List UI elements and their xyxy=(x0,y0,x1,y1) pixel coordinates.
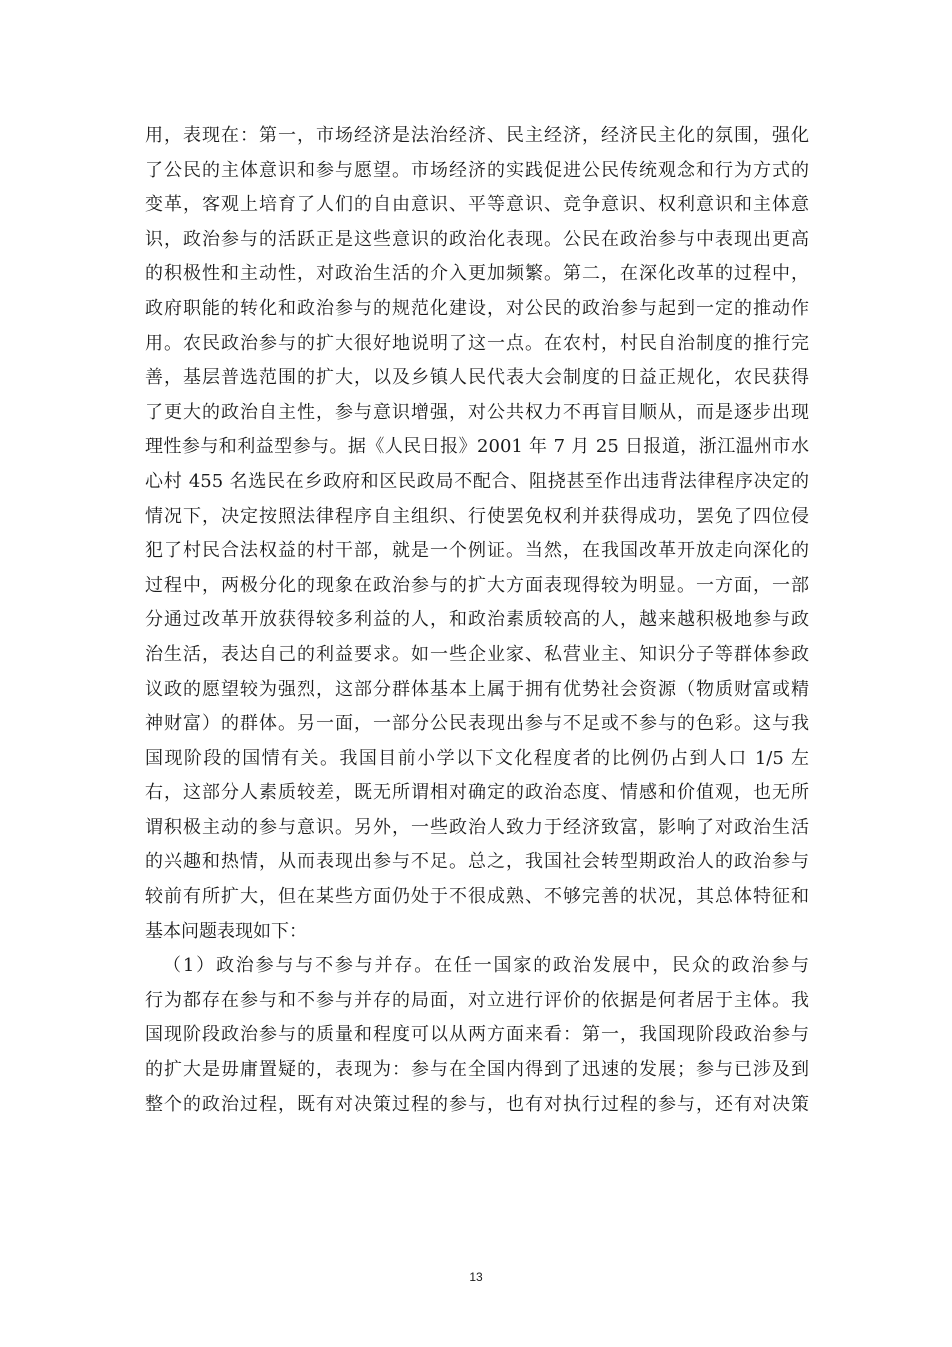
page-number: 13 xyxy=(469,1270,483,1284)
text-line: 用，表现在：第一，市场经济是法治经济、民主经济，经济民主化的氛围，强化 xyxy=(145,125,809,146)
text-line: 的扩大是毋庸置疑的，表现为：参与在全国内得到了迅速的发展；参与已涉及到 xyxy=(145,1059,809,1081)
text-line: 用。农民政治参与的扩大很好地说明了这一点。在农村，村民自治制度的推行完 xyxy=(145,332,809,354)
text-line: 心村 455 名选民在乡政府和区民政局不配合、阻挠甚至作出违背法律程序决定的 xyxy=(145,470,809,492)
text-line: 识，政治参与的活跃正是这些意识的政治化表现。公民在政治参与中表现出更高 xyxy=(145,228,809,250)
text-line: 了公民的主体意识和参与愿望。市场经济的实践促进公民传统观念和行为方式的 xyxy=(145,159,809,181)
text-line: 分通过改革开放获得较多利益的人，和政治素质较高的人，越来越积极地参与政 xyxy=(145,609,809,631)
text-line: 较前有所扩大，但在某些方面仍处于不很成熟、不够完善的状况，其总体特征和 xyxy=(145,886,809,908)
text-line: 国现阶段的国情有关。我国目前小学以下文化程度者的比例仍占到人口 1/5 左 xyxy=(145,747,809,769)
text-line: 了更大的政治自主性，参与意识增强，对公共权力不再盲目顺从，而是逐步出现 xyxy=(145,401,809,423)
paragraph-start-line: （1）政治参与与不参与并存。在任一国家的政治发展中，民众的政治参与 xyxy=(163,955,809,977)
text-line: 的积极性和主动性，对政治生活的介入更加频繁。第二，在深化改革的过程中， xyxy=(145,263,809,285)
text-line: 神财富）的群体。另一面，一部分公民表现出参与不足或不参与的色彩。这与我 xyxy=(145,713,809,735)
text-line: 过程中，两极分化的现象在政治参与的扩大方面表现得较为明显。一方面，一部 xyxy=(145,574,809,596)
text-line: 变革，客观上培育了人们的自由意识、平等意识、竞争意识、权利意识和主体意 xyxy=(145,194,809,216)
text-line: 行为都存在参与和不参与并存的局面，对立进行评价的依据是何者居于主体。我 xyxy=(145,989,809,1011)
text-line: 谓积极主动的参与意识。另外，一些政治人致力于经济致富，影响了对政治生活 xyxy=(145,816,809,838)
text-line: 整个的政治过程，既有对决策过程的参与，也有对执行过程的参与，还有对决策 xyxy=(145,1093,809,1115)
text-line: 善，基层普选范围的扩大，以及乡镇人民代表大会制度的日益正规化，农民获得 xyxy=(145,367,809,389)
text-line: 国现阶段政治参与的质量和程度可以从两方面来看：第一，我国现阶段政治参与 xyxy=(145,1024,809,1046)
text-line: 右，这部分人素质较差，既无所谓相对确定的政治态度、情感和价值观，也无所 xyxy=(145,782,809,804)
text-line: 基本问题表现如下： xyxy=(145,920,307,942)
text-line: 政府职能的转化和政治参与的规范化建设，对公民的政治参与起到一定的推动作 xyxy=(145,297,809,319)
text-line: 情况下，决定按照法律程序自主组织、行使罢免权利并获得成功，罢免了四位侵 xyxy=(145,505,809,527)
text-line: 的兴趣和热情，从而表现出参与不足。总之，我国社会转型期政治人的政治参与 xyxy=(145,851,809,873)
text-line: 犯了村民合法权益的村干部，就是一个例证。当然，在我国改革开放走向深化的 xyxy=(145,540,809,562)
text-line: 理性参与和利益型参与。据《人民日报》2001 年 7 月 25 日报道，浙江温州市水 xyxy=(145,436,809,458)
text-line: 议政的愿望较为强烈，这部分群体基本上属于拥有优势社会资源（物质财富或精 xyxy=(145,678,809,700)
body-text xyxy=(145,119,809,1122)
text-line: 治生活，表达自己的利益要求。如一些企业家、私营业主、知识分子等群体参政 xyxy=(145,643,809,665)
